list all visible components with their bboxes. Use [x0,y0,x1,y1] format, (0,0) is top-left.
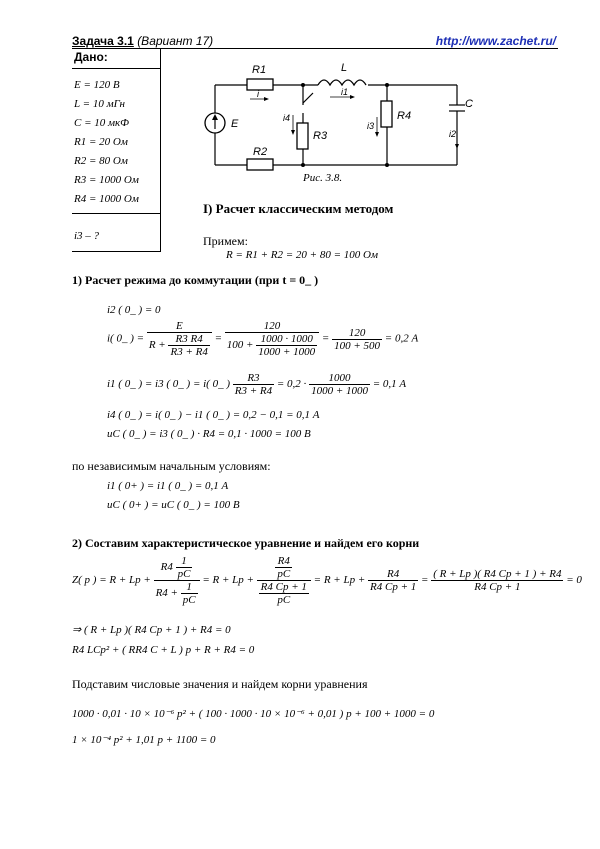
resistor-r4 [381,101,392,127]
fraction-num: R4 [275,555,292,568]
z-a-den-lead: R4 + [155,587,178,600]
fraction-num: 1000 [309,372,370,385]
fraction [332,327,382,352]
fraction-num: ( R + Lp )( R4 Cp + 1 ) + R4 [433,568,562,580]
label-r4: R4 [397,110,412,122]
den-lead: 100 + [226,339,254,352]
fraction-num: 1 [176,555,193,568]
eq-i4: i4 ( 0_ ) = i( 0_ ) − i1 ( 0_ ) = 0,2 − 0,1 = 0,1 А [107,409,320,421]
fraction-den [147,333,212,358]
fraction-den: pC [182,594,196,606]
fraction [233,372,274,397]
given-item: R3 = 1000 Ом [74,174,139,186]
z-eq2: = R + Lp + [202,574,254,587]
z-a-lead: R4 [160,561,173,574]
label-i4: i4 [283,113,291,123]
given-item: C = 10 мкФ [74,117,130,129]
fraction-den: R3 + R4 [234,385,273,397]
fraction [154,555,200,606]
fraction-den [154,581,200,606]
fraction-num: R3 [233,372,274,385]
label-i2: i2 [449,129,457,139]
fraction-den: pC [277,594,291,606]
fraction [431,568,563,593]
given-item: R4 = 1000 Ом [74,193,139,205]
eq-impedance: Z( p ) = R + Lp + R4 $\frac{1}{pC}$ R4 + $\frac{1}{pC}$ = R + Lp + $\frac{\frac{R4}{pC}}{\frac{R4 Cp + 1}{pC}}$ = R + Lp + $\frac{R4}{R4 Cp + 1}$ = $\frac{( R + Lp )( R4 Cp + 1 ) + R4}{R4 Cp + 1}$ = 0 [72,555,582,606]
den-lead: R + [148,339,166,352]
fraction-den [257,581,311,606]
resistor-r3 [297,123,308,149]
fraction-den [225,333,319,358]
fraction [168,333,209,358]
resistor-r1 [247,79,273,90]
label-i1: i1 [341,87,349,97]
fraction [181,581,198,606]
circuit-diagram [195,55,485,185]
fraction [309,372,370,397]
given-item: R2 = 80 Ом [74,155,128,167]
header-url-link[interactable]: http://www.zachet.ru/ [435,34,556,48]
fraction-num: R3 R4 [168,333,209,346]
task-number: Задача 3.1 [72,34,134,48]
label-r3: R3 [313,130,328,142]
label-i3: i3 [367,121,375,131]
given-sep-find [72,213,160,214]
header-task [72,34,213,48]
fraction-num: R4 Cp + 1 [260,581,307,593]
part1-title: 1) Расчет режима до коммутации (при t = 0_ ) [72,273,319,287]
example-label: Примем: [203,234,248,248]
eq-i0-result: = 0,2 А [384,332,419,345]
fraction [259,581,309,606]
label-i: i [257,89,259,99]
fraction [257,555,311,606]
fraction [176,555,193,580]
task-variant: (Вариант 17) [137,34,214,48]
given-item: L = 10 мГн [74,98,125,110]
z-eq3: = R + Lp + [313,574,366,587]
inductor-l [318,80,366,85]
label-l: L [341,62,348,74]
part2-title: 2) Составим характеристическое уравнение и найдем его корни [72,536,420,550]
fraction-den: R3 + R4 [170,346,208,358]
eq-i1-result: = 0,1 А [372,378,407,391]
label-c: C [465,98,473,110]
given-title: Дано: [74,50,108,64]
fraction [256,333,317,358]
fraction-num [154,555,200,581]
given-item: E = 120 В [74,79,120,91]
given-sep-bottom [72,251,160,252]
eq-i2: i2 ( 0_ ) = 0 [107,304,161,316]
resistor-r2 [247,159,273,170]
fraction [368,568,418,593]
given-item: R1 = 20 Ом [74,136,128,148]
fraction-den: 100 + 500 [334,339,381,352]
eq-i1-plus: i1 ( 0+ ) = i1 ( 0_ ) = 0,1 А [107,480,229,492]
fraction-den: R4 Cp + 1 [370,581,417,593]
substitute-text: Подставим числовые значения и найдем корни уравнения [72,677,368,691]
fraction-num: 120 [332,327,382,340]
eq-implication: ⇒ ( R + Lp )( R4 Cp + 1 ) + R4 = 0 [72,624,231,636]
eq-i0-lhs: i( 0_ ) = [107,332,145,345]
eq-i1-lhs: i1 ( 0_ ) = i3 ( 0_ ) = i( 0_ ) [107,378,230,391]
fraction [275,555,292,580]
fraction-den: 1000 + 1000 [258,346,316,358]
fraction-den: pC [277,568,291,580]
label-r1: R1 [252,64,267,76]
eq-uc-plus: uC ( 0+ ) = uC ( 0_ ) = 100 В [107,499,240,511]
fraction-den: 1000 + 1000 [311,385,368,397]
eq-i1-mid: = 0,2 · [276,378,307,391]
label-e: E [231,118,239,130]
eq-numeric-1: 1000 · 0,01 · 10 × 10⁻⁶ p² + ( 100 · 1000 · 10 × 10⁻⁶ + 0,01 ) p + 100 + 1000 = 0 [72,708,435,720]
independent-conditions-text: по независимым начальным условиям: [72,459,271,473]
label-r2: R2 [253,146,268,158]
fraction [147,320,212,358]
eq-uc: uC ( 0_ ) = i3 ( 0_ ) · R4 = 0,1 · 1000 = 100 В [107,428,311,440]
eq-i1 [107,372,406,397]
z-lhs: Z( p ) = R + Lp + [72,574,151,587]
given-find: i3 – ? [74,230,100,242]
fraction-num: 1 [181,581,198,594]
fraction-den: R4 Cp + 1 [474,581,521,593]
fraction-num: 1000 · 1000 [256,333,317,346]
example-equation: R = R1 + R2 = 20 + 80 = 100 Ом [226,249,378,261]
method-title: I) Расчет классическим методом [203,201,394,216]
fraction [225,320,319,358]
given-sep-top [72,68,160,69]
fraction-num [257,555,311,581]
eq-numeric-2: 1 × 10⁻⁴ p² + 1,01 p + 1100 = 0 [72,734,216,746]
eq-polynomial: R4 LCp² + ( RR4 C + L ) p + R + R4 = 0 [72,644,255,656]
fraction-num: R4 [368,568,418,581]
eq-i0: i( 0_ ) = E R + $\frac{R3 R4}{R3 + R4}$ = 120 100 + $\frac{1000 \cdot 1000}{1000 + 1000}$ = $\frac{120}{100 + 500}$ = 0,2 А [107,320,419,358]
fraction-num: 120 [225,320,319,333]
z-end: = 0 [566,574,582,587]
fraction-num: E [147,320,212,333]
fraction-den: pC [177,568,191,580]
figure-caption: Рис. 3.8. [303,172,343,184]
